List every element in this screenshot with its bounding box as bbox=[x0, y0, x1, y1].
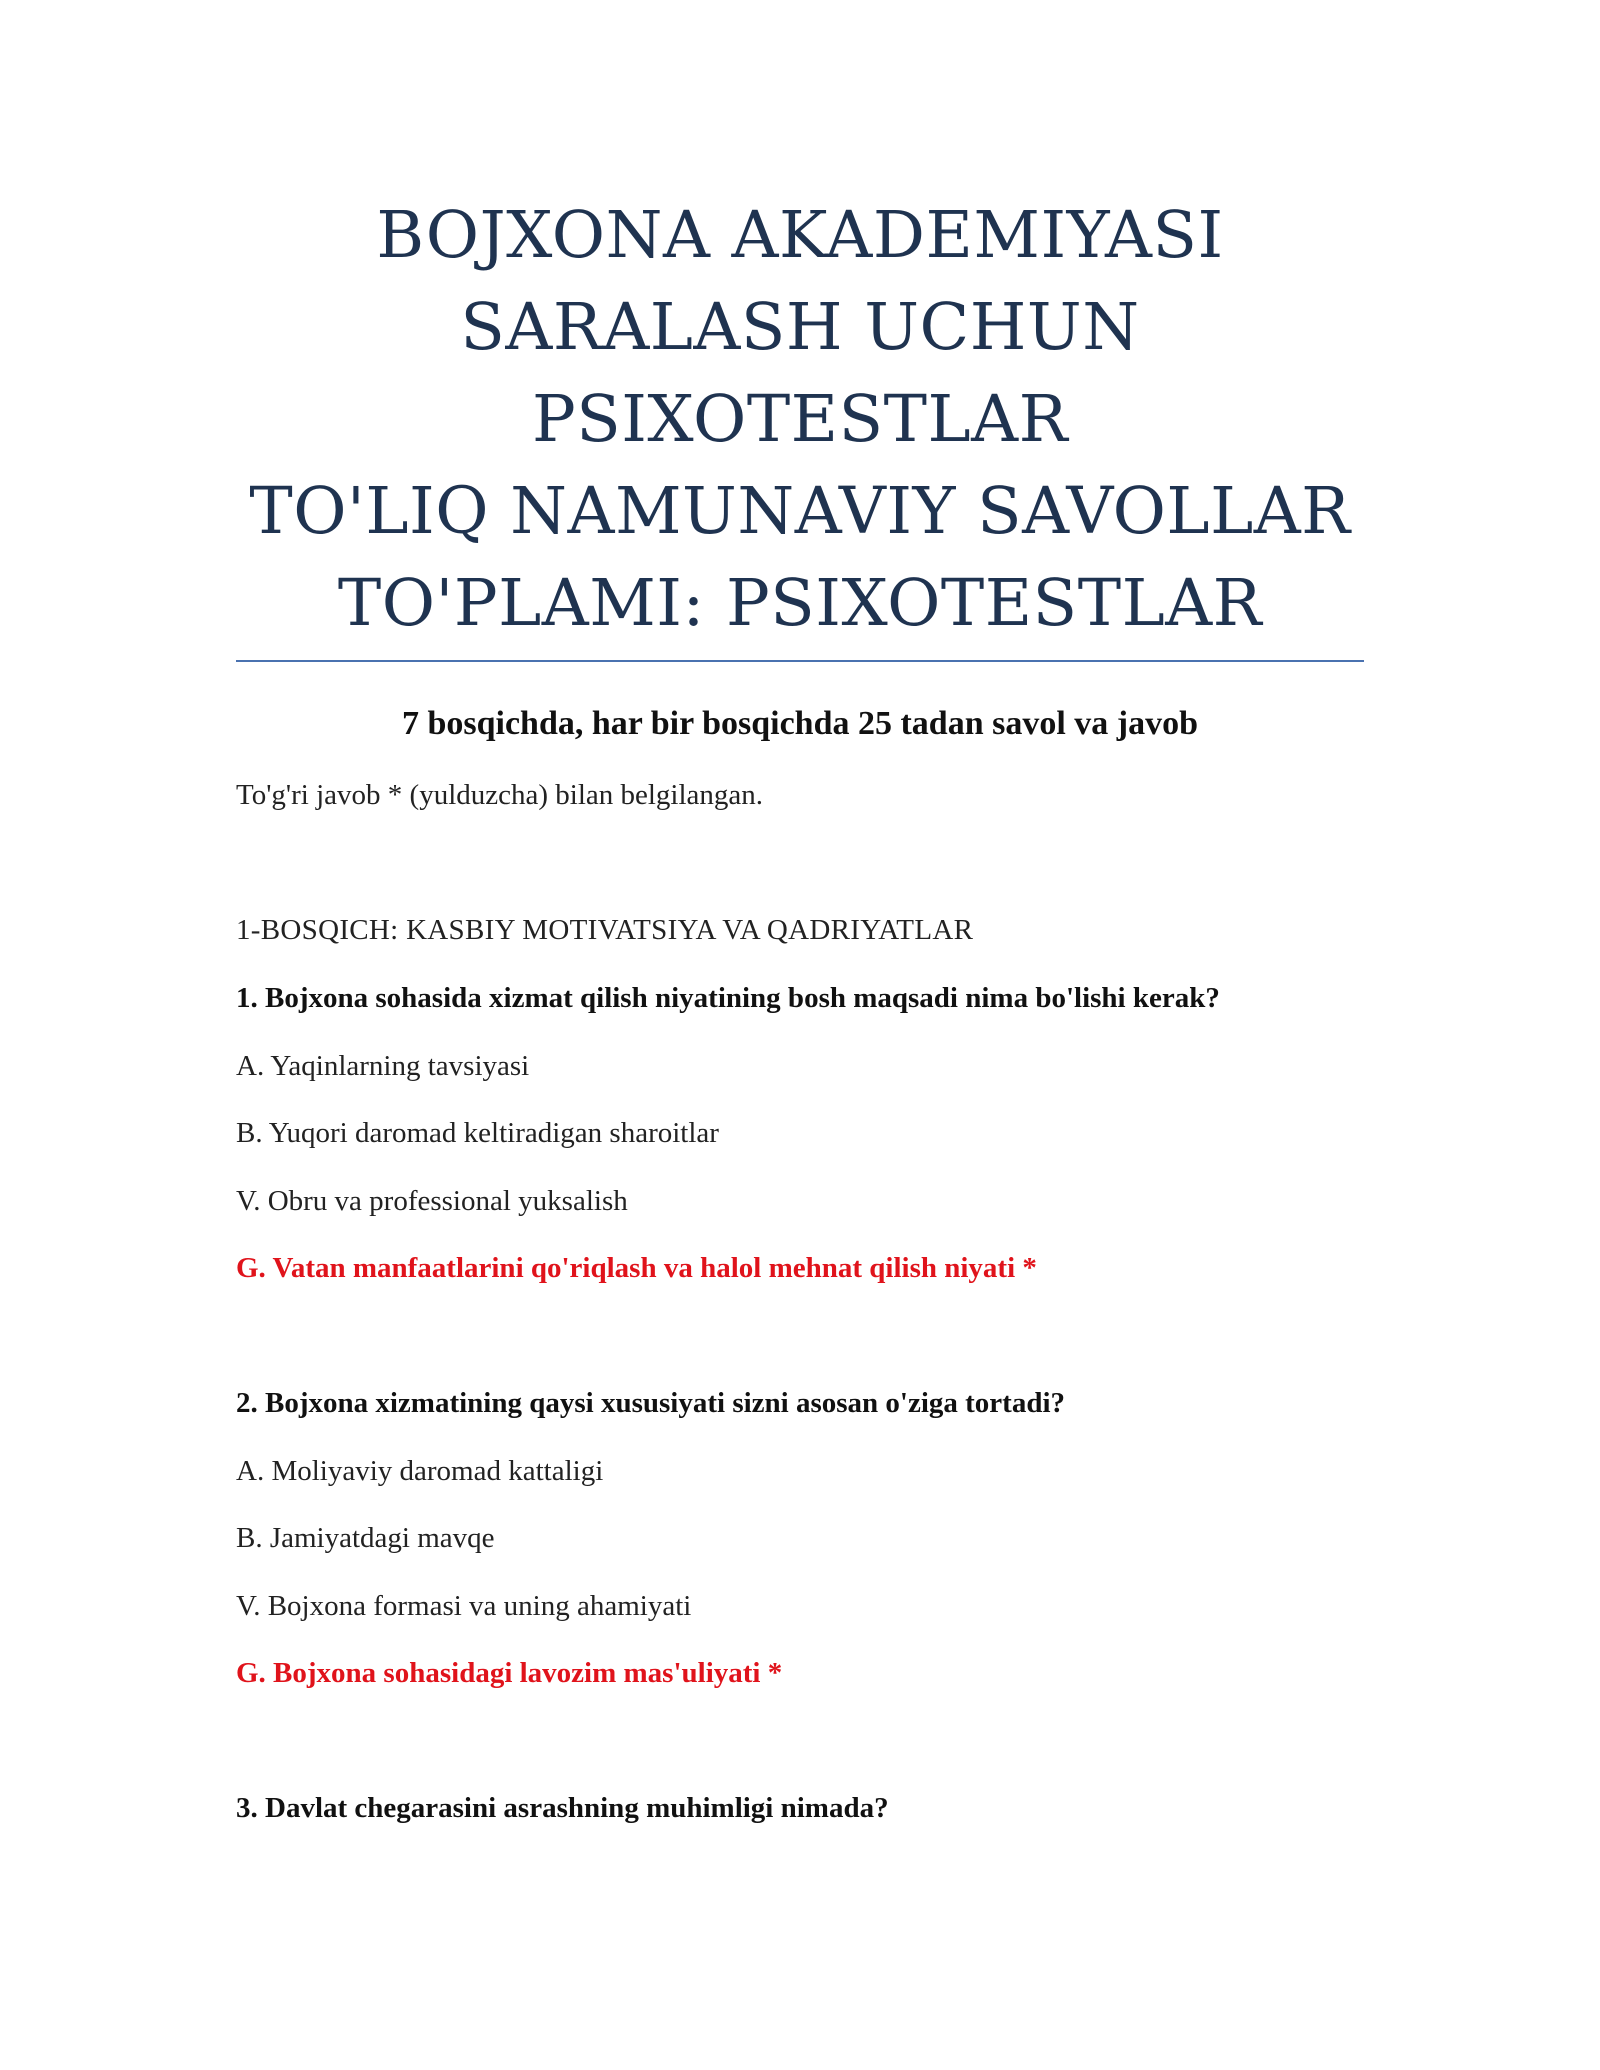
title-line: TO'LIQ NAMUNAVIY SAVOLLAR bbox=[249, 474, 1351, 549]
correct-answer-option: G. Vatan manfaatlarini qo'riqlash va halol mehnat qilish niyati * bbox=[236, 1252, 1037, 1284]
answer-option: V. Obru va professional yuksalish bbox=[236, 1185, 628, 1217]
answer-option: B. Jamiyatdagi mavqe bbox=[236, 1522, 495, 1554]
title-line: SARALASH UCHUN bbox=[460, 290, 1140, 365]
title-line: TO'PLAMI: PSIXOTESTLAR bbox=[337, 566, 1263, 641]
question-text: 3. Davlat chegarasini asrashning muhimligi nimada? bbox=[236, 1792, 889, 1824]
title-divider bbox=[236, 660, 1364, 662]
title-line: BOJXONA AKADEMIYASI bbox=[376, 198, 1224, 273]
answer-option: A. Yaqinlarning tavsiyasi bbox=[236, 1050, 530, 1082]
answer-key-note: To'g'ri javob * (yulduzcha) bilan belgilangan. bbox=[236, 779, 764, 811]
answer-option: V. Bojxona formasi va uning ahamiyati bbox=[236, 1590, 692, 1622]
question-text: 2. Bojxona xizmatining qaysi xususiyati sizni asosan o'ziga tortadi? bbox=[236, 1387, 1066, 1419]
question-text: 1. Bojxona sohasida xizmat qilish niyatining bosh maqsadi nima bo'lishi kerak? bbox=[236, 982, 1220, 1014]
answer-option: A. Moliyaviy daromad kattaligi bbox=[236, 1455, 604, 1487]
document-subtitle: 7 bosqichda, har bir bosqichda 25 tadan savol va javob bbox=[401, 705, 1199, 742]
document-title bbox=[236, 190, 1364, 650]
correct-answer-option: G. Bojxona sohasidagi lavozim mas'uliyati * bbox=[236, 1657, 783, 1689]
stage-heading: 1-BOSQICH: KASBIY MOTIVATSIYA VA QADRIYATLAR bbox=[236, 914, 974, 946]
answer-option: B. Yuqori daromad keltiradigan sharoitlar bbox=[236, 1117, 719, 1149]
title-line: PSIXOTESTLAR bbox=[531, 382, 1069, 457]
